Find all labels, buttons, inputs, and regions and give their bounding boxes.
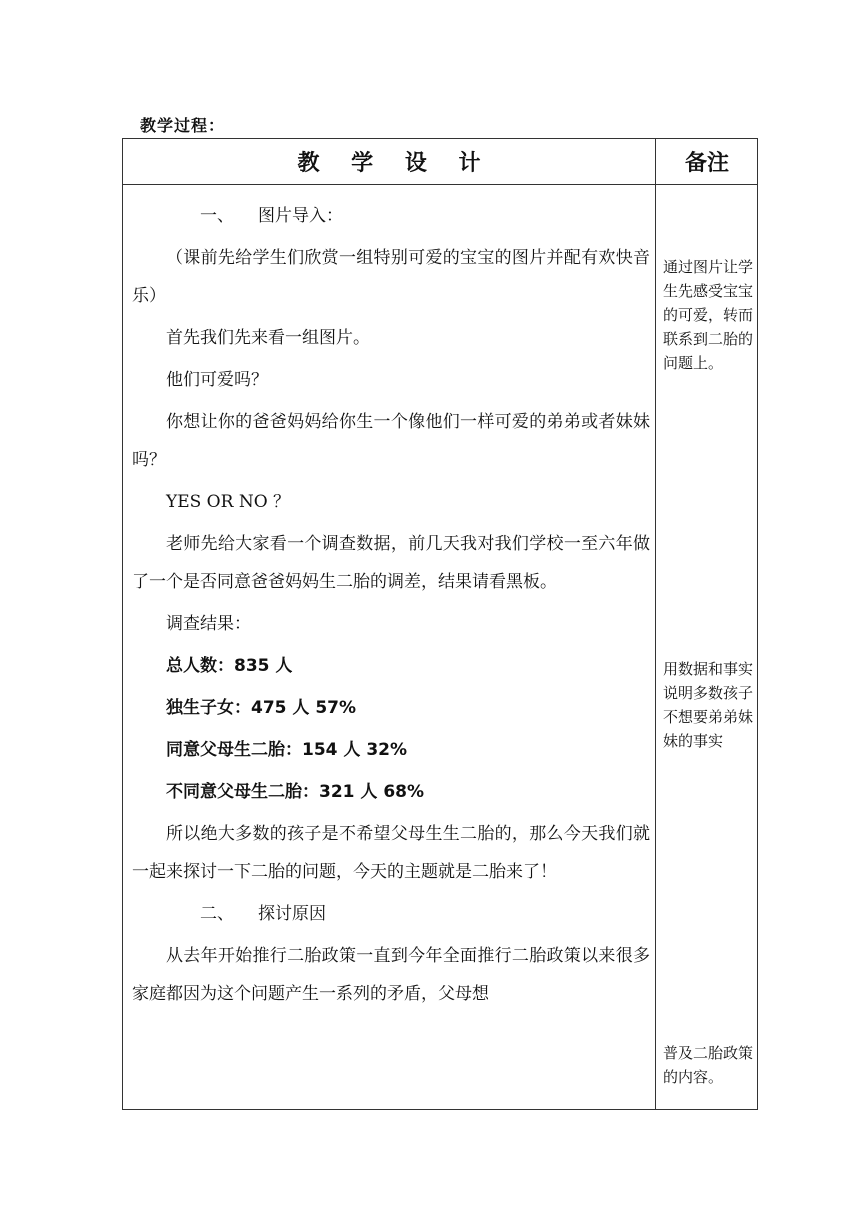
note-pictures: 通过图片让学生先感受宝宝的可爱，转而联系到二胎的问题上。 [663,258,754,372]
section-heading: 教学过程： [140,116,226,135]
paragraph-conclusion: 所以绝大多数的孩子是不希望父母生生二胎的，那么今天我们就一起来探讨一下二胎的问题，今天的主题就是二胎来了！ [132,824,650,882]
section-1-heading [132,197,650,235]
note-data: 用数据和事实说明多数孩子不想要弟弟妹妹的事实 [663,660,754,750]
stat-agree: 同意父母生二胎：154 人 32% [166,740,408,760]
section-1-title: 图片导入： [258,206,343,226]
stat-only-child: 独生子女：475 人 57% [166,698,357,718]
section-2-title: 探讨原因 [258,904,326,924]
paragraph-sibling-question: 你想让你的爸爸妈妈给你生一个像他们一样可爱的弟弟或者妹妹吗？ [132,412,650,470]
stat-total: 总人数：835 人 [166,656,293,676]
stat-disagree: 不同意父母生二胎：321 人 68% [166,782,425,802]
section-1-number: 一、 [200,206,234,226]
paragraph-survey-intro: 老师先给大家看一个调查数据，前几天我对我们学校一至六年做了一个是否同意爸爸妈妈生二胎的调差，结果请看黑板。 [132,534,650,592]
header-divider [123,184,757,185]
paragraph-intro-note: （课前先给学生们欣赏一组特别可爱的宝宝的图片并配有欢快音乐） [132,248,650,306]
lesson-table [122,138,758,1110]
paragraph-yes-or-no: YES OR NO ？ [166,492,291,512]
section-2-heading [132,895,650,933]
section-2-number: 二、 [200,904,234,924]
paragraph-policy: 从去年开始推行二胎政策一直到今年全面推行二胎政策以来很多家庭都因为这个问题产生一系列的矛盾，父母想 [132,946,650,1004]
paragraph-are-they-cute: 他们可爱吗？ [166,370,268,390]
note-policy: 普及二胎政策的内容。 [663,1044,754,1086]
paragraph-look-pictures: 首先我们先来看一组图片。 [166,328,370,348]
header-teaching-design: 教 学 设 计 [297,151,493,176]
paragraph-survey-results-label: 调查结果： [166,614,251,634]
header-notes: 备注 [684,151,729,176]
column-divider [655,139,656,1109]
teaching-design-content [132,197,650,1017]
